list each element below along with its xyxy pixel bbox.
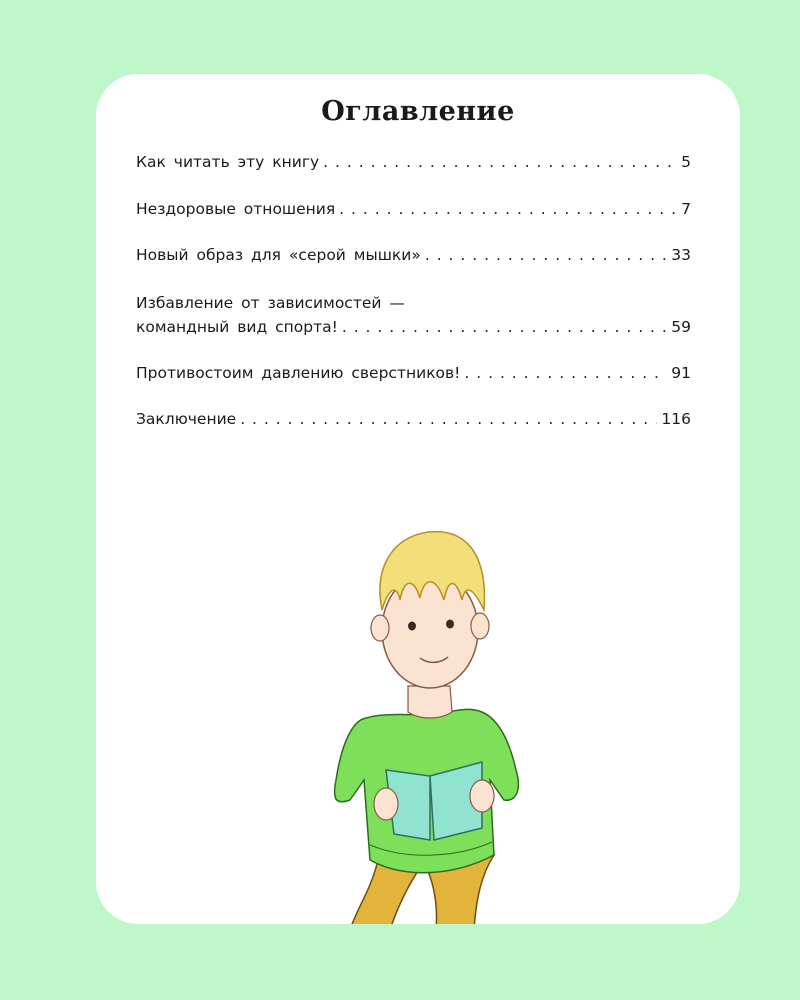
dot-leader [342,315,667,339]
toc-entry-label: Заключение [136,410,237,428]
page-title: Оглавление [321,96,515,127]
toc-page-number: 33 [671,246,691,264]
toc-entry-label: Как читать эту книгу [136,153,320,171]
toc-entry[interactable] [136,291,691,339]
toc-page-number: 116 [661,410,691,428]
dot-leader [339,197,677,221]
toc-entry[interactable] [136,150,691,174]
toc-entry-label: Новый образ для «серой мышки» [136,246,421,264]
toc-entry-label: Нездоровые отношения [136,200,336,218]
toc-entry-label-line1: Избавление от зависимостей — [136,294,405,312]
dot-leader [323,150,677,174]
toc-page-number: 7 [681,200,691,218]
dot-leader [425,243,667,267]
toc-entry[interactable] [136,197,691,221]
boy-reading-illustration [316,450,546,924]
toc-page-number: 5 [681,153,691,171]
toc-page-number: 91 [671,364,691,382]
toc-entry[interactable] [136,361,691,385]
toc-entry-label: командный вид спорта! [136,318,338,336]
dot-leader [464,361,667,385]
dot-leader [240,407,657,431]
toc-entry-label: Противостоим давлению сверстников! [136,364,461,382]
toc-entry[interactable] [136,407,691,431]
toc-entry[interactable] [136,243,691,267]
toc-page-number: 59 [671,318,691,336]
page-card [96,74,740,924]
